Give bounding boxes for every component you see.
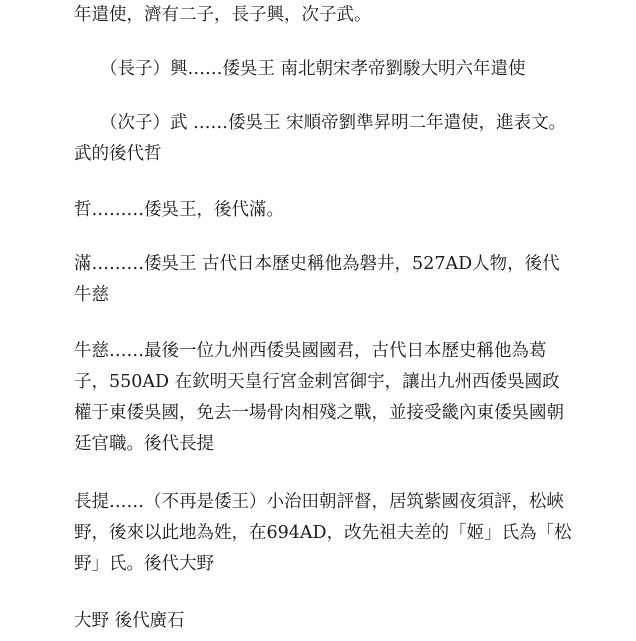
paragraph-intro: 年遣使，濟有二子，長子興，次子武。 — [74, 5, 372, 25]
paragraph-elder-son-xing: （長子）興……倭吳王 南北朝宋孝帝劉駿大明六年遣使 — [100, 59, 526, 79]
paragraph-da-ye: 大野 後代廣石 — [74, 611, 185, 631]
paragraph-chang-ti: 長提……（不再是倭王）小治田朝評督，居筑紫國夜須評，松峽野，後來以此地為姓，在694AD，改先祖夫差的「姬」氏為「松野」氏。後代大野 — [74, 492, 572, 574]
paragraph-second-son-wu: （次子）武 ……倭吳王 宋順帝劉準昇明二年遣使，進表文。武的後代哲 — [74, 113, 567, 164]
paragraph-zhe: 哲………倭吳王，後代滿。 — [74, 200, 284, 220]
paragraph-man: 滿………倭吳王 古代日本歷史稱他為磐井，527AD人物，後代牛慈 — [74, 254, 560, 305]
paragraph-niu-ci: 牛慈……最後一位九州西倭吳國國君，古代日本歷史稱他為葛子，550AD 在欽明天皇行宮金剌宮御宇，讓出九州西倭吳國政權于東倭吳國，免去一場骨肉相殘之戰，並接受畿內東倭吳國朝廷官職。後代長提 — [74, 341, 564, 454]
